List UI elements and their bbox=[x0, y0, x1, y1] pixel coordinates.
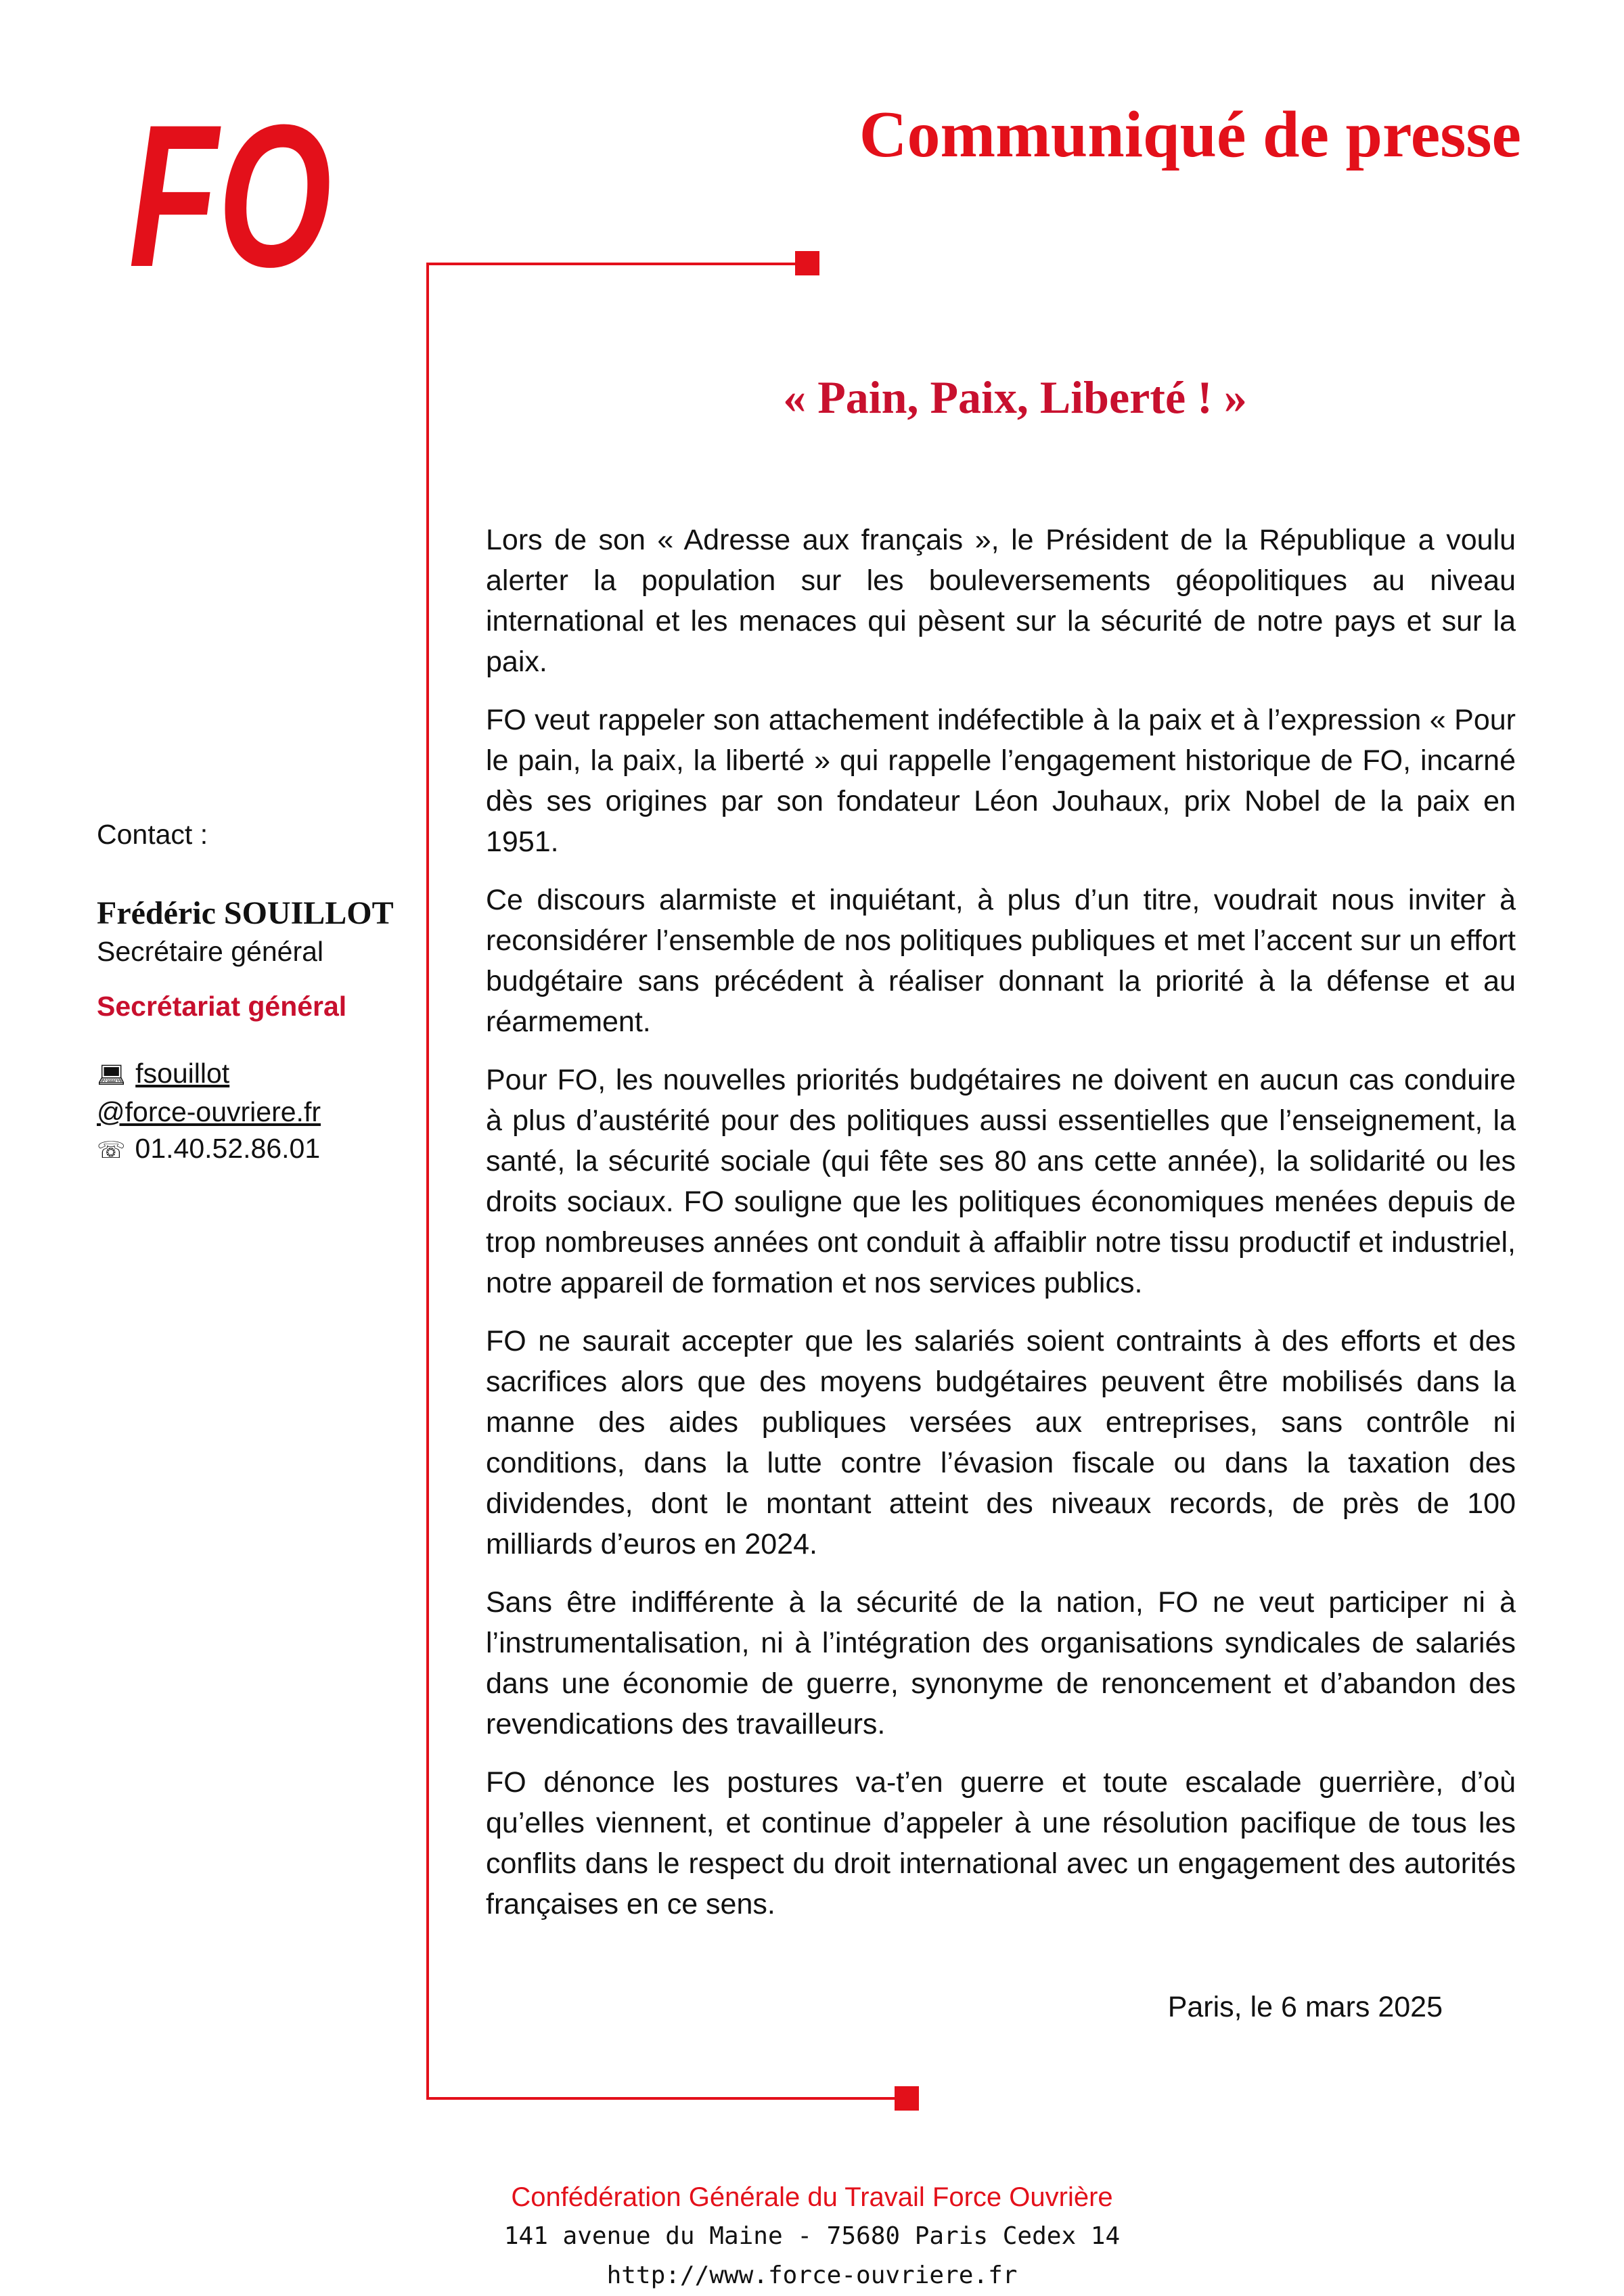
footer-organization: Confédération Générale du Travail Force Ouvrière bbox=[511, 2182, 1113, 2212]
body-paragraph-4: Pour FO, les nouvelles priorités budgétaires ne doivent en aucun cas conduire à plus d’austérité pour des politiques aussi essentielles que l’enseignement, la santé, la sécurité sociale (qui fête ses 80 ans cette année), la solidarité ou les droits sociaux. FO souligne que les politiques économiques menées depuis de trop nombreuses années ont conduit à affaiblir notre tissu productif et industriel, notre appareil de formation et nos services publics. bbox=[486, 1064, 1516, 1299]
body-paragraph-3: Ce discours alarmiste et inquiétant, à plus d’un titre, voudrait nous inviter à reconsidérer l’ensemble de nos politiques publiques et met l’accent sur un effort budgétaire sans précédent à réaliser donnant la priorité à la défense et au réarmement. bbox=[486, 884, 1516, 1038]
telephone-icon: ☏ bbox=[97, 1137, 126, 1164]
frame-bottom-square bbox=[895, 2086, 919, 2111]
contact-block bbox=[97, 819, 422, 1169]
laptop-icon: 💻︎ bbox=[97, 1062, 127, 1089]
body-paragraph-7: FO dénonce les postures va-t’en guerre et toute escalade guerrière, d’où qu’elles viennent, et continue d’appeler à une résolution pacifique de tous les conflits dans le respect du droit international avec un engagement des autorités françaises en ce sens. bbox=[486, 1766, 1516, 1920]
frame-top-square bbox=[795, 251, 819, 275]
body-paragraph-1: Lors de son « Adresse aux français », le Président de la République a voulu alerter la population sur les bouleversements géopolitiques au niveau international et les menaces qui pèsent sur la sécurité de notre pays et sur la paix. bbox=[486, 524, 1516, 678]
page-title: Communiqué de presse bbox=[859, 98, 1521, 171]
contact-phone-number: 01.40.52.86.01 bbox=[135, 1133, 321, 1164]
body-paragraph-5: FO ne saurait accepter que les salariés soient contraints à des efforts et des sacrifices alors que des moyens budgétaires peuvent être mobilisés dans la manne des aides publiques versées aux entreprises, sans contrôle ni conditions, dans la lutte contre l’évasion fiscale ou dans la taxation des dividendes, dont le montant atteint des niveaux records, de près de 100 milliards d’euros en 2024. bbox=[486, 1325, 1516, 1560]
body-paragraph-2: FO veut rappeler son attachement indéfectible à la paix et à l’expression « Pour le pain, la paix, la liberté » qui rappelle l’engagement historique de FO, incarné dès ses origines par son fondateur Léon Jouhaux, prix Nobel de la paix en 1951. bbox=[486, 704, 1516, 858]
contact-department: Secrétariat général bbox=[97, 991, 347, 1022]
fo-logo-text: FO bbox=[129, 82, 332, 309]
fo-logo bbox=[123, 82, 340, 309]
contact-label: Contact : bbox=[97, 819, 208, 850]
footer-address: 141 avenue du Maine - 75680 Paris Cedex 14 bbox=[503, 2222, 1121, 2250]
footer-url[interactable]: http://www.force-ouvriere.fr bbox=[606, 2261, 1018, 2289]
contact-email[interactable] bbox=[97, 1055, 422, 1130]
contact-name: Frédéric SOUILLOT bbox=[97, 895, 394, 931]
press-release-body bbox=[486, 520, 1516, 1942]
contact-phone bbox=[97, 1130, 422, 1169]
contact-role: Secrétaire général bbox=[97, 936, 324, 967]
contact-email-link-line2[interactable]: @force-ouvriere.fr bbox=[97, 1096, 321, 1127]
contact-email-link-line1[interactable]: fsouillot bbox=[135, 1058, 230, 1089]
body-paragraph-6: Sans être indifférente à la sécurité de la nation, FO ne veut participer ni à l’instrumentalisation, ni à l’intégration des organisations syndicales de salariés dans une économie de guerre, synonyme de renoncement et d’abandon des revendications des travailleurs. bbox=[486, 1586, 1516, 1740]
footer bbox=[0, 2178, 1624, 2295]
release-date: Paris, le 6 mars 2025 bbox=[1167, 1991, 1443, 2023]
headline: « Pain, Paix, Liberté ! » bbox=[783, 372, 1247, 423]
